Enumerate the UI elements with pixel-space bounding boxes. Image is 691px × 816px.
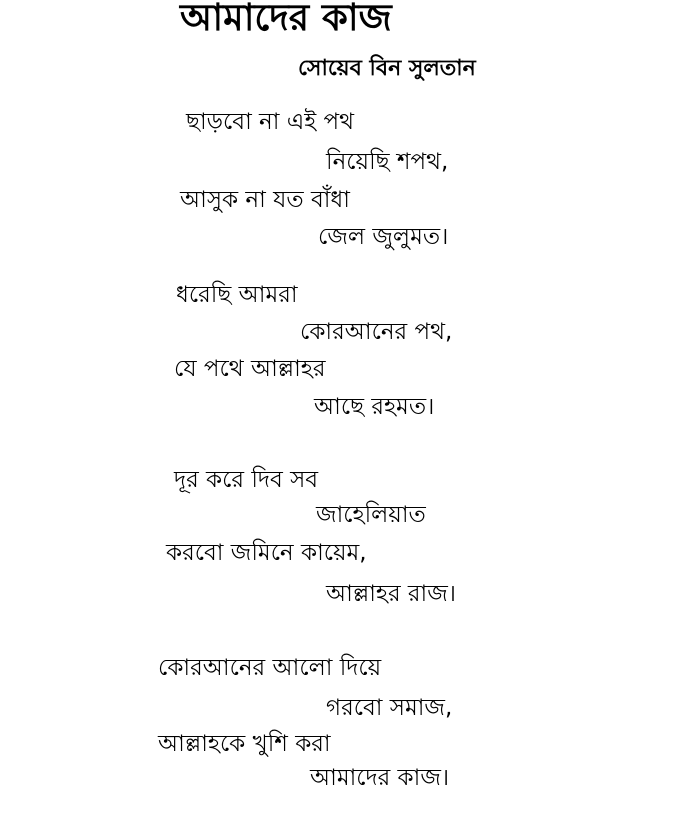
stanza-3-line-1: দূর করে দিব সব — [174, 467, 319, 493]
stanza-1-line-2: নিয়েছি শপথ, — [326, 149, 449, 175]
stanza-1-line-3: আসুক না যত বাঁধা — [180, 187, 350, 213]
stanza-4-line-4: আমাদের কাজ। — [310, 765, 450, 791]
stanza-2-line-4: আছে রহমত। — [314, 394, 435, 420]
stanza-2-line-3: যে পথে আল্লাহর — [174, 356, 326, 382]
stanza-3-line-4: আল্লাহর রাজ। — [326, 581, 457, 607]
stanza-1-line-1: ছাড়বো না এই পথ — [186, 109, 355, 135]
stanza-2-line-1: ধরেছি আমরা — [176, 282, 298, 308]
stanza-4-line-1: কোরআনের আলো দিয়ে — [158, 655, 382, 681]
stanza-4-line-2: গরবো সমাজ, — [326, 695, 453, 721]
stanza-4-line-3: আল্লাহকে খুশি করা — [158, 731, 331, 757]
stanza-1-line-4: জেল জুলুমত। — [318, 224, 449, 250]
stanza-2-line-2: কোরআনের পথ, — [300, 319, 453, 345]
poem-title: আমাদের কাজ — [180, 0, 392, 39]
poem-author: সোয়েব বিন সুলতান — [298, 56, 476, 81]
stanza-3-line-2: জাহেলিয়াত — [316, 502, 426, 528]
stanza-3-line-3: করবো জমিনে কায়েম, — [166, 540, 367, 566]
